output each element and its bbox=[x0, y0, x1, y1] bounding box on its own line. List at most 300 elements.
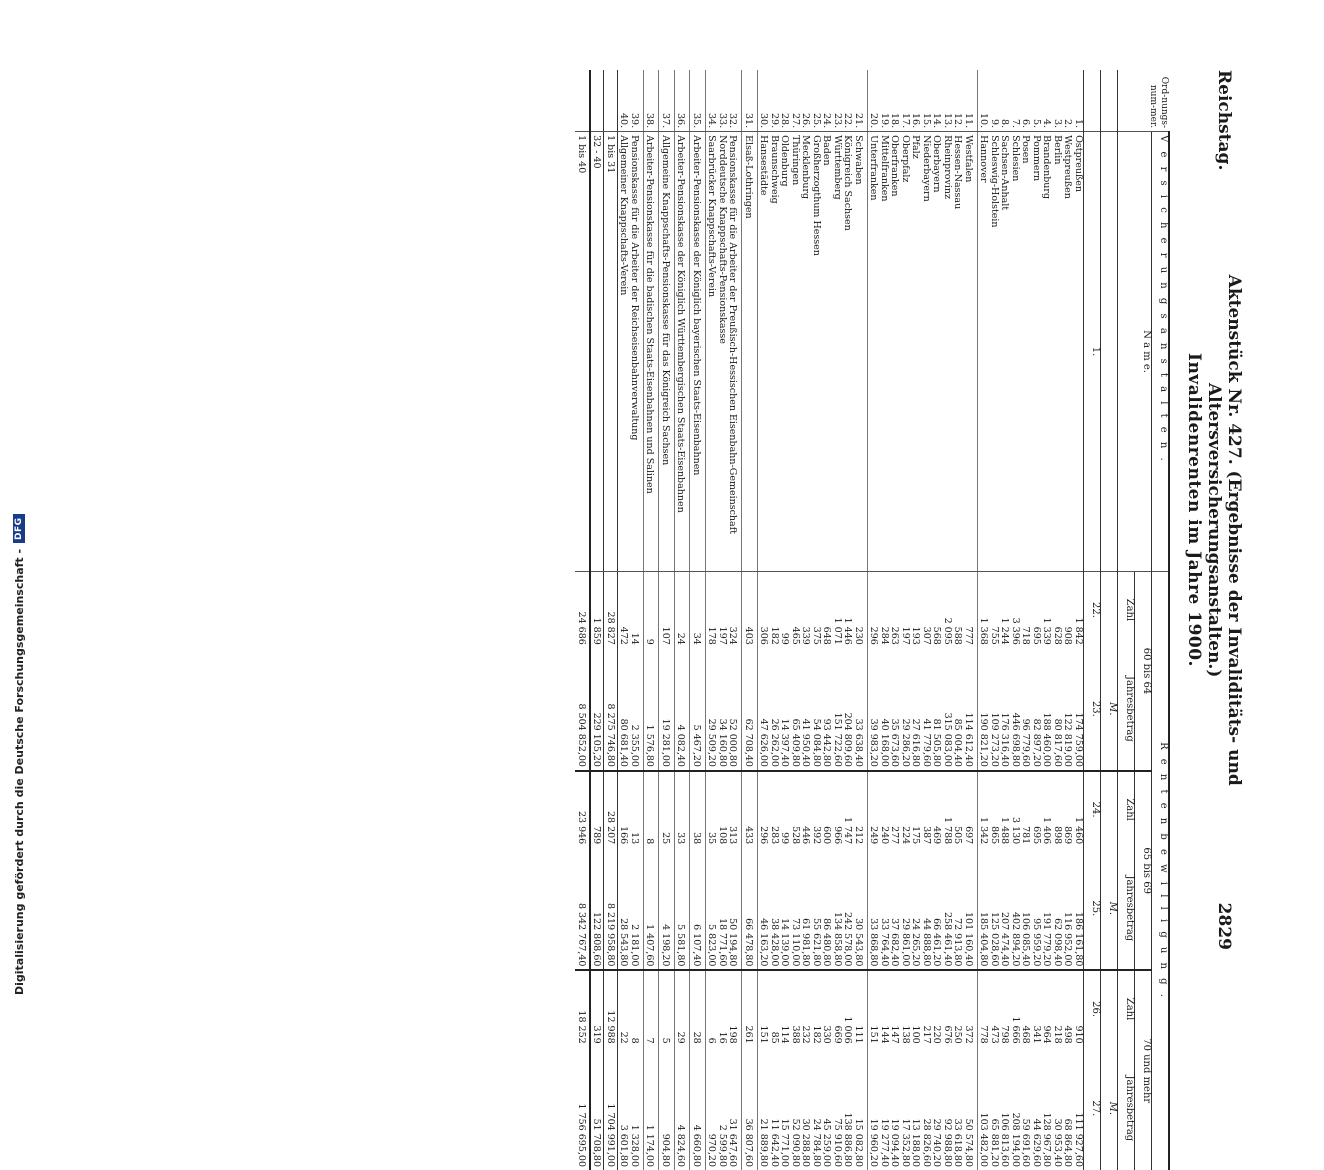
row-number: 11. bbox=[963, 70, 978, 132]
count-65-69: 600 bbox=[821, 826, 833, 845]
row-name: Niederbayern bbox=[921, 132, 932, 572]
amount-60-64: 29 509,20 bbox=[706, 648, 717, 771]
amount-60-64: 446 698,80 bbox=[1010, 648, 1021, 771]
count-60-64: 284 bbox=[879, 626, 890, 645]
sum-row bbox=[590, 70, 604, 1170]
row-name: Schlesien bbox=[1010, 132, 1021, 572]
table-row bbox=[800, 70, 811, 1170]
col-number-27: 27. bbox=[1084, 1047, 1101, 1170]
table-row bbox=[742, 70, 758, 1170]
row-name: Mittelfranken bbox=[879, 132, 890, 572]
amount-65-69: 86 480,80 bbox=[821, 847, 832, 970]
count-60-64: 339 bbox=[800, 626, 812, 645]
amount-70-plus: 4 660,80 bbox=[690, 1047, 706, 1170]
sum-amount-70-plus: 1 704 991,00 bbox=[604, 1047, 618, 1170]
count-60-64: 34 bbox=[690, 572, 706, 648]
count-60-64: 628 bbox=[1052, 626, 1063, 645]
col-number-26: 26. bbox=[1084, 970, 1101, 1046]
amount-60-64: 174 759,00 bbox=[1073, 648, 1084, 771]
count-65-69: 35 bbox=[706, 832, 718, 845]
count-70-plus: 220 bbox=[931, 1025, 943, 1044]
table-row bbox=[832, 70, 843, 1170]
sum-amount-70-plus: 51 708,80 bbox=[590, 1047, 604, 1170]
col-number-1: 1. bbox=[1084, 132, 1101, 572]
count-60-64: 99 bbox=[779, 632, 791, 645]
amount-65-69: 191 779,20 bbox=[1041, 847, 1052, 970]
age-group-60-header: 60 bis 64 bbox=[1135, 572, 1152, 771]
amount-60-64: 5 467,20 bbox=[690, 648, 706, 771]
amount-70-plus: 106 813,60 bbox=[999, 1112, 1011, 1167]
row-number: 31. bbox=[742, 70, 758, 132]
count-65-69: 1 406 bbox=[1041, 817, 1053, 845]
row-number: 32. bbox=[727, 70, 742, 132]
amount-70-plus: 24 784,80 bbox=[811, 1118, 822, 1167]
count-70-plus: 778 bbox=[978, 1025, 990, 1044]
sum-spacer bbox=[590, 70, 604, 132]
sum-spacer bbox=[604, 70, 618, 132]
amount-60-64: 188 460,00 bbox=[1041, 648, 1052, 771]
count-60-64: 1 339 bbox=[1041, 617, 1053, 645]
amount-65-69: 66 478,80 bbox=[742, 847, 758, 970]
count-70-plus: 16 bbox=[717, 1031, 728, 1044]
amount-65-69: 207 474,40 bbox=[999, 847, 1010, 970]
versicherungsanstalten-header: V e r s i c h e r u n g s a n s t a l t e n . bbox=[1152, 132, 1170, 572]
count-60-64: 1 842 bbox=[1073, 617, 1084, 645]
count-70-plus: 250 bbox=[952, 1025, 964, 1044]
amount-65-69: 24 265,20 bbox=[910, 847, 921, 970]
sum-amount-65-69: 122 808,60 bbox=[590, 847, 604, 970]
row-name: Oberfranken bbox=[889, 132, 900, 572]
count-65-69: 283 bbox=[769, 826, 780, 845]
row-number: 16. bbox=[910, 70, 921, 132]
amount-65-69: 185 404,80 bbox=[978, 847, 989, 970]
row-name: Elsaß-Lothringen bbox=[742, 132, 758, 572]
amount-60-64: 81 505,80 bbox=[931, 648, 942, 771]
amount-65-69: 242 578,00 bbox=[842, 847, 853, 970]
row-name: Pensionskasse für die Arbeiter der Preußisch-Hessischen Eisenbahn-Gemeinschaft bbox=[727, 132, 742, 572]
col-number-24: 24. bbox=[1084, 771, 1101, 847]
row-number: 40. bbox=[618, 70, 629, 132]
amount-60-64: 54 084,80 bbox=[811, 648, 822, 771]
header-title: Aktenstück Nr. 427. (Ergebnisse der Invaliditäts- und Altersversicherungsanstalten.) bbox=[1204, 274, 1244, 786]
amount-65-69: 101 160,40 bbox=[963, 847, 978, 970]
count-70-plus: 218 bbox=[1052, 1025, 1063, 1044]
count-65-69: 966 bbox=[832, 826, 843, 845]
running-header bbox=[1204, 70, 1244, 950]
amount-70-plus: 59 691,60 bbox=[1020, 1118, 1032, 1167]
count-70-plus: 198 bbox=[727, 970, 742, 1046]
count-65-69: 313 bbox=[727, 771, 742, 847]
row-number: 21. bbox=[853, 70, 868, 132]
row-name: Arbeiter-Pensionskasse für die badischen Staats-Eisenbahnen und Salinen bbox=[644, 132, 660, 572]
sum-count-60-64: 28 827 bbox=[604, 572, 618, 648]
count-60-64: 718 bbox=[1020, 626, 1032, 645]
amount-70-plus: 92 988,80 bbox=[942, 1118, 953, 1167]
amount-70-plus: 15 082,80 bbox=[853, 1047, 868, 1170]
amount-60-64: 35 673,60 bbox=[889, 648, 900, 771]
amount-70-plus: 30 288,80 bbox=[800, 1118, 812, 1167]
count-65-69: 1 342 bbox=[978, 817, 990, 845]
count-65-69: 3 130 bbox=[1010, 817, 1021, 845]
table-row bbox=[644, 70, 660, 1170]
amount-60-64: 122 819,00 bbox=[1062, 648, 1073, 771]
digitization-note bbox=[8, 5, 30, 995]
sum-label: 1 bis 31 bbox=[604, 132, 618, 572]
zahl-header-65: Zahl bbox=[1118, 771, 1135, 847]
count-60-64: 107 bbox=[659, 572, 675, 648]
amount-65-69: 33 764,40 bbox=[879, 847, 890, 970]
header-left: Reichstag. bbox=[1214, 70, 1234, 171]
amount-65-69: 5 823,00 bbox=[706, 847, 717, 970]
sum-row bbox=[576, 70, 591, 1170]
count-65-69: 433 bbox=[742, 771, 758, 847]
amount-60-64: 190 821,20 bbox=[978, 648, 989, 771]
amount-60-64: 41 779,60 bbox=[921, 648, 932, 771]
page-title: Invalidenrenten im Jahre 1900. bbox=[1184, 353, 1204, 667]
count-65-69: 697 bbox=[963, 771, 978, 847]
sum-label: 1 bis 40 bbox=[576, 132, 591, 572]
count-70-plus: 341 bbox=[1031, 1025, 1042, 1044]
amount-70-plus: 68 864,80 bbox=[1062, 1118, 1074, 1167]
count-70-plus: 29 bbox=[675, 970, 691, 1046]
row-name: Pensionskasse für die Arbeiter der Reichseisenbahnverwaltung bbox=[629, 132, 644, 572]
amount-60-64: 4 082,40 bbox=[675, 648, 691, 771]
table-row bbox=[910, 70, 921, 1170]
table-row bbox=[1073, 70, 1084, 1170]
count-60-64: 296 bbox=[868, 626, 880, 645]
row-number: 6. bbox=[1020, 70, 1031, 132]
table-row bbox=[1062, 70, 1073, 1170]
table-row bbox=[999, 70, 1010, 1170]
count-65-69: 695 bbox=[1031, 826, 1042, 845]
amount-70-plus: 1 174,00 bbox=[644, 1047, 660, 1170]
row-number: 29. bbox=[769, 70, 780, 132]
count-70-plus: 498 bbox=[1062, 1025, 1074, 1044]
row-name: Pfalz bbox=[910, 132, 921, 572]
amount-70-plus: 17 352,80 bbox=[900, 1118, 911, 1167]
row-name: Oldenburg bbox=[779, 132, 790, 572]
count-70-plus: 8 bbox=[629, 970, 644, 1046]
table-row bbox=[868, 70, 879, 1170]
count-70-plus: 138 bbox=[900, 1025, 911, 1044]
amount-70-plus: 2 599,80 bbox=[717, 1124, 728, 1167]
amount-65-69: 258 461,40 bbox=[942, 847, 953, 970]
name-header: N a m e. bbox=[1118, 132, 1152, 572]
amount-65-69: 402 894,20 bbox=[1010, 847, 1021, 970]
amount-65-69: 125 028,60 bbox=[989, 847, 1000, 970]
row-name: Baden bbox=[821, 132, 832, 572]
sum-label: 32 - 40 bbox=[590, 132, 604, 572]
row-name: Westfalen bbox=[963, 132, 978, 572]
table-row bbox=[921, 70, 932, 1170]
table-row bbox=[727, 70, 742, 1170]
amount-60-64: 19 281,00 bbox=[659, 648, 675, 771]
amount-60-64: 2 355,00 bbox=[629, 648, 644, 771]
table-row bbox=[811, 70, 822, 1170]
table-row bbox=[1041, 70, 1052, 1170]
amount-70-plus: 50 574,80 bbox=[963, 1047, 978, 1170]
amount-65-69: 73 110,00 bbox=[790, 847, 801, 970]
count-70-plus: 114 bbox=[779, 1025, 791, 1044]
pension-table bbox=[576, 70, 1171, 1170]
amount-65-69: 50 194,80 bbox=[727, 847, 742, 970]
amount-70-plus: 36 807,60 bbox=[742, 1047, 758, 1170]
amount-70-plus: 111 927,60 bbox=[1073, 1112, 1084, 1167]
row-number: 38. bbox=[644, 70, 660, 132]
table-row bbox=[706, 70, 717, 1170]
row-name: Allgemeiner Knappschafts-Verein bbox=[618, 132, 629, 572]
age-group-70-header: 70 und mehr bbox=[1135, 970, 1152, 1170]
count-60-64: 648 bbox=[821, 626, 833, 645]
amount-65-69: 55 621,80 bbox=[811, 847, 822, 970]
digitization-text: Digitalisierung gefördert durch die Deutsche Forschungsgemeinschaft - bbox=[12, 548, 26, 995]
row-name: Braunschweig bbox=[769, 132, 780, 572]
count-65-69: 108 bbox=[717, 826, 728, 845]
count-70-plus: 964 bbox=[1041, 1025, 1053, 1044]
count-65-69: 392 bbox=[811, 826, 822, 845]
amount-70-plus: 1 328,00 bbox=[629, 1047, 644, 1170]
count-65-69: 1 488 bbox=[999, 817, 1011, 845]
count-60-64: 908 bbox=[1062, 626, 1074, 645]
amount-60-64: 52 000,80 bbox=[727, 648, 742, 771]
count-65-69: 249 bbox=[868, 826, 880, 845]
row-number: 34. bbox=[706, 70, 717, 132]
row-number: 15. bbox=[921, 70, 932, 132]
amount-65-69: 4 198,20 bbox=[659, 847, 675, 970]
count-70-plus: 468 bbox=[1020, 1025, 1032, 1044]
count-70-plus: 5 bbox=[659, 970, 675, 1046]
count-70-plus: 7 bbox=[644, 970, 660, 1046]
amount-60-64: 151 722,60 bbox=[832, 648, 843, 771]
row-name: Thüringen bbox=[790, 132, 801, 572]
page-number: 2829 bbox=[1214, 902, 1234, 950]
row-number: 13. bbox=[942, 70, 953, 132]
row-name: Mecklenburg bbox=[800, 132, 811, 572]
row-name: Oberpfalz bbox=[900, 132, 911, 572]
row-number: 10. bbox=[978, 70, 989, 132]
row-number: 33. bbox=[717, 70, 728, 132]
amount-65-69: 2 181,00 bbox=[629, 847, 644, 970]
amount-65-69: 1 407,60 bbox=[644, 847, 660, 970]
amount-70-plus: 30 953,40 bbox=[1052, 1118, 1063, 1167]
amount-70-plus: 28 826,60 bbox=[921, 1118, 932, 1167]
col-number-25: 25. bbox=[1084, 847, 1101, 970]
amount-70-plus: 970,20 bbox=[706, 1133, 718, 1167]
amount-65-69: 106 085,40 bbox=[1020, 847, 1031, 970]
zahl-header-60: Zahl bbox=[1118, 572, 1135, 648]
count-60-64: 263 bbox=[889, 626, 901, 645]
count-65-69: 240 bbox=[879, 826, 890, 845]
count-60-64: 197 bbox=[900, 626, 911, 645]
count-65-69: 175 bbox=[910, 826, 922, 845]
row-name: Hansestädte bbox=[758, 132, 769, 572]
table-row bbox=[978, 70, 989, 1170]
sum-count-70-plus: 18 252 bbox=[576, 970, 591, 1046]
count-70-plus: 910 bbox=[1073, 1025, 1084, 1044]
count-65-69: 296 bbox=[758, 826, 770, 845]
table-row bbox=[989, 70, 1000, 1170]
amount-65-69: 14 139,00 bbox=[779, 847, 790, 970]
row-number: 18. bbox=[889, 70, 900, 132]
amount-60-64: 40 168,00 bbox=[879, 648, 890, 771]
row-name: Königreich Sachsen bbox=[842, 132, 853, 572]
amount-60-64: 39 983,20 bbox=[868, 648, 879, 771]
row-number: 20. bbox=[868, 70, 879, 132]
count-60-64: 1 244 bbox=[999, 617, 1011, 645]
count-60-64: 324 bbox=[727, 572, 742, 648]
row-name: Norddeutsche Knappschafts-Pensionskasse bbox=[717, 132, 728, 572]
row-number: 19. bbox=[879, 70, 890, 132]
row-number: 9. bbox=[989, 70, 1000, 132]
count-70-plus: 372 bbox=[963, 970, 978, 1046]
count-70-plus: 28 bbox=[690, 970, 706, 1046]
amount-60-64: 85 004,40 bbox=[952, 648, 963, 771]
row-name: Oberbayern bbox=[931, 132, 942, 572]
row-number: 8. bbox=[999, 70, 1010, 132]
jahresbetrag-header-70: Jahresbetrag bbox=[1118, 1047, 1135, 1170]
table-row bbox=[690, 70, 706, 1170]
count-70-plus: 1 006 bbox=[842, 1016, 854, 1044]
count-65-69: 869 bbox=[1062, 826, 1074, 845]
amount-70-plus: 15 771,00 bbox=[779, 1118, 791, 1167]
table-row bbox=[900, 70, 911, 1170]
amount-70-plus: 11 642,40 bbox=[769, 1118, 780, 1167]
sum-amount-65-69: 8 342 767,40 bbox=[576, 847, 591, 970]
jahresbetrag-header-60: Jahresbetrag bbox=[1118, 648, 1135, 771]
table-row bbox=[1010, 70, 1021, 1170]
sum-amount-60-64: 8 275 746,80 bbox=[604, 648, 618, 771]
count-60-64: 1 446 bbox=[842, 617, 854, 645]
count-65-69: 469 bbox=[931, 826, 943, 845]
amount-65-69: 6 107,40 bbox=[690, 847, 706, 970]
table-row bbox=[952, 70, 963, 1170]
count-65-69: 505 bbox=[952, 826, 964, 845]
amount-60-64: 27 616,80 bbox=[910, 648, 921, 771]
count-60-64: 307 bbox=[921, 626, 932, 645]
table-row bbox=[963, 70, 978, 1170]
table-row bbox=[842, 70, 853, 1170]
row-name: Saarbrücker Knappschafts-Verein bbox=[706, 132, 717, 572]
row-number: 17. bbox=[900, 70, 911, 132]
count-65-69: 898 bbox=[1052, 826, 1063, 845]
table-row bbox=[629, 70, 644, 1170]
count-60-64: 24 bbox=[675, 572, 691, 648]
count-60-64: 588 bbox=[952, 626, 964, 645]
row-number: 25. bbox=[811, 70, 822, 132]
row-name: Hessen-Nassau bbox=[952, 132, 963, 572]
row-name: Ostpreußen bbox=[1073, 132, 1084, 572]
amount-60-64: 26 262,00 bbox=[769, 648, 780, 771]
count-60-64: 182 bbox=[769, 626, 780, 645]
amount-60-64: 114 612,40 bbox=[963, 648, 978, 771]
amount-60-64: 176 316,40 bbox=[999, 648, 1010, 771]
amount-65-69: 44 888,80 bbox=[921, 847, 932, 970]
count-65-69: 446 bbox=[800, 826, 812, 845]
row-number: 3. bbox=[1052, 70, 1063, 132]
table-row bbox=[618, 70, 629, 1170]
row-name: Schwaben bbox=[853, 132, 868, 572]
amount-60-64: 33 638,40 bbox=[853, 648, 868, 771]
count-65-69: 166 bbox=[618, 826, 630, 845]
sum-amount-60-64: 8 504 852,00 bbox=[576, 648, 591, 771]
count-70-plus: 144 bbox=[879, 1025, 890, 1044]
row-number: 1. bbox=[1073, 70, 1084, 132]
row-number: 7. bbox=[1010, 70, 1021, 132]
amount-60-64: 204 809,60 bbox=[842, 648, 853, 771]
row-name: Württemberg bbox=[832, 132, 843, 572]
count-60-64: 695 bbox=[1031, 626, 1042, 645]
row-number: 12. bbox=[952, 70, 963, 132]
amount-70-plus: 45 259,00 bbox=[821, 1118, 833, 1167]
row-number: 4. bbox=[1041, 70, 1052, 132]
count-70-plus: 676 bbox=[942, 1025, 953, 1044]
row-number: 35. bbox=[690, 70, 706, 132]
row-number: 26. bbox=[800, 70, 811, 132]
row-number: 5. bbox=[1031, 70, 1042, 132]
count-70-plus: 798 bbox=[999, 1025, 1011, 1044]
count-60-64: 197 bbox=[717, 626, 728, 645]
table-row bbox=[659, 70, 675, 1170]
sum-count-65-69: 789 bbox=[590, 771, 604, 847]
count-60-64: 777 bbox=[963, 572, 978, 648]
count-70-plus: 22 bbox=[618, 1031, 630, 1044]
row-name: Unterfranken bbox=[868, 132, 879, 572]
amount-65-69: 62 098,40 bbox=[1052, 847, 1063, 970]
amount-60-64: 80 681,40 bbox=[618, 648, 629, 771]
count-70-plus: 232 bbox=[800, 1025, 812, 1044]
count-70-plus: 217 bbox=[921, 1025, 932, 1044]
amount-70-plus: 75 910,60 bbox=[832, 1118, 843, 1167]
amount-70-plus: 19 277,40 bbox=[879, 1118, 890, 1167]
amount-60-64: 82 897,20 bbox=[1031, 648, 1042, 771]
count-65-69: 1 460 bbox=[1073, 817, 1084, 845]
amount-65-69: 38 428,00 bbox=[769, 847, 780, 970]
count-60-64: 472 bbox=[618, 626, 630, 645]
amount-70-plus: 33 618,80 bbox=[952, 1118, 964, 1167]
sum-amount-70-plus: 1 756 695,00 bbox=[576, 1047, 591, 1170]
count-65-69: 387 bbox=[921, 826, 932, 845]
ordnungs-nummer-header: Ord-nungs-num-mer. bbox=[1118, 70, 1170, 132]
amount-65-69: 186 161,80 bbox=[1073, 847, 1084, 970]
sum-count-65-69: 28 207 bbox=[604, 771, 618, 847]
amount-60-64: 93 442,80 bbox=[821, 648, 832, 771]
col-number-22: 22. bbox=[1084, 572, 1101, 648]
amount-65-69: 28 543,80 bbox=[618, 847, 629, 970]
row-name: Berlin bbox=[1052, 132, 1063, 572]
amount-70-plus: 4 824,60 bbox=[675, 1047, 691, 1170]
count-70-plus: 85 bbox=[769, 1031, 780, 1044]
row-name: Hannover bbox=[978, 132, 989, 572]
count-65-69: 781 bbox=[1020, 826, 1032, 845]
count-70-plus: 473 bbox=[989, 1025, 1000, 1044]
count-60-64: 1 071 bbox=[832, 617, 843, 645]
amount-65-69: 61 981,80 bbox=[800, 847, 811, 970]
amount-70-plus: 19 094,40 bbox=[889, 1118, 901, 1167]
table-row bbox=[779, 70, 790, 1170]
count-65-69: 33 bbox=[675, 771, 691, 847]
sum-spacer bbox=[576, 70, 591, 132]
amount-65-69: 46 163,20 bbox=[758, 847, 769, 970]
count-60-64: 375 bbox=[811, 626, 822, 645]
table-row bbox=[675, 70, 691, 1170]
sum-amount-65-69: 8 219 958,80 bbox=[604, 847, 618, 970]
count-70-plus: 1 666 bbox=[1010, 1016, 1021, 1044]
amount-60-64: 80 817,60 bbox=[1052, 648, 1063, 771]
table-row bbox=[889, 70, 900, 1170]
amount-60-64: 41 950,40 bbox=[800, 648, 811, 771]
count-70-plus: 151 bbox=[868, 1025, 880, 1044]
amount-70-plus: 3 601,80 bbox=[618, 1124, 630, 1167]
